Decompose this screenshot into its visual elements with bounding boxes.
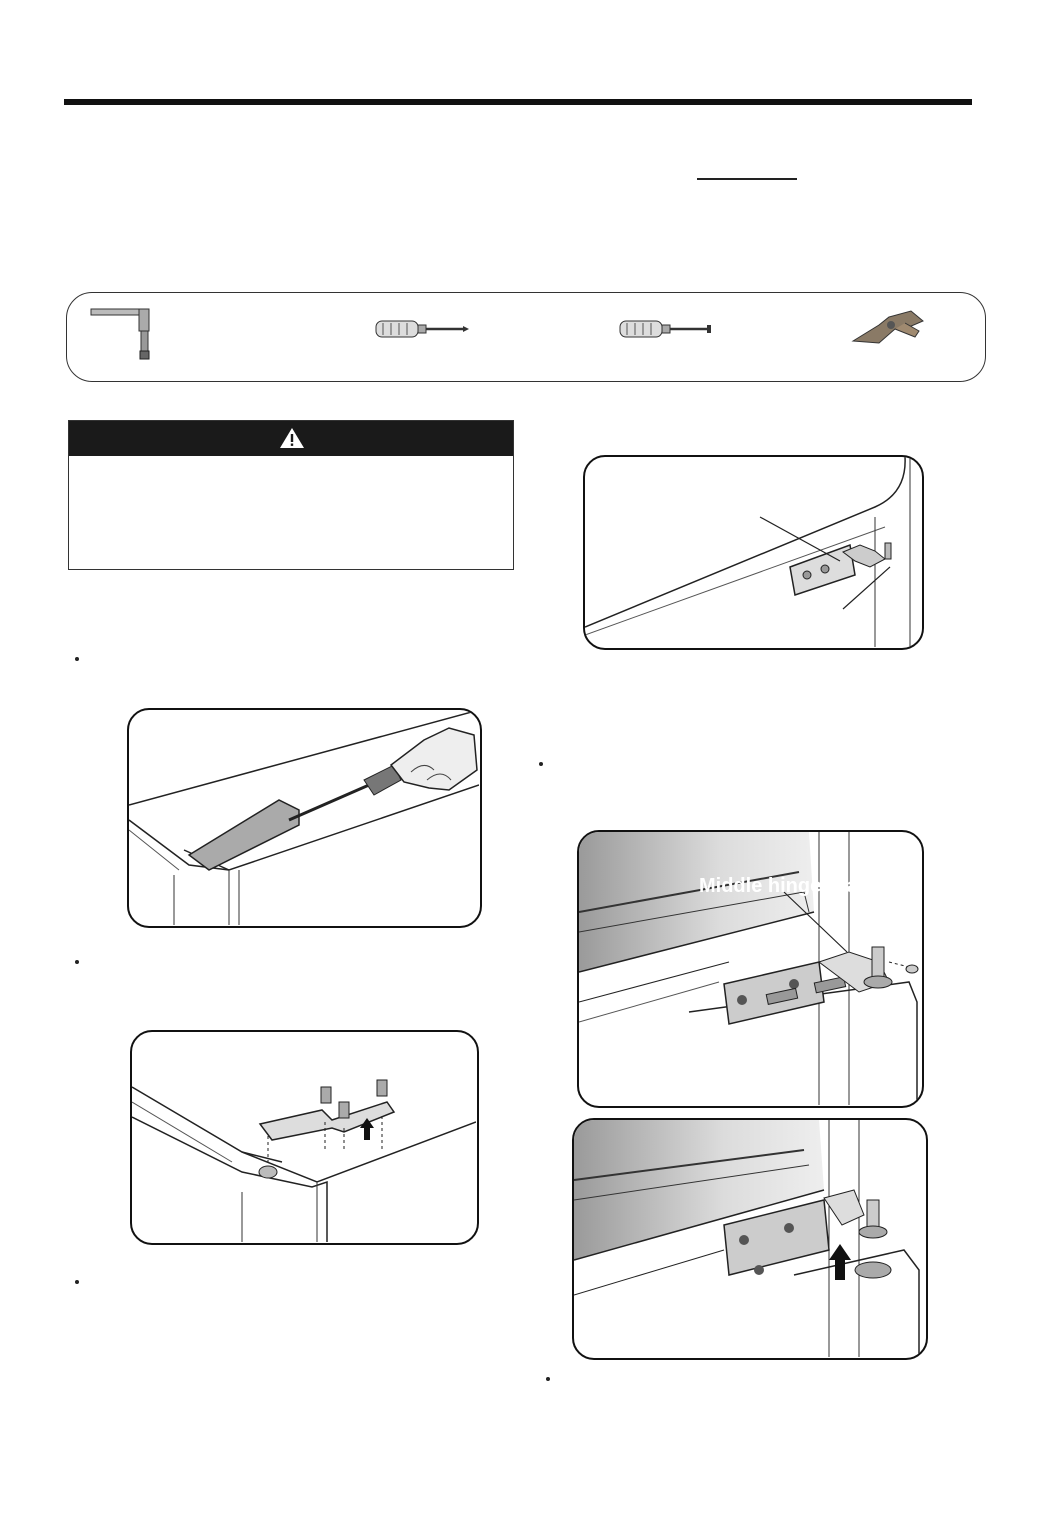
tools-panel xyxy=(66,292,986,382)
warning-box xyxy=(68,420,514,570)
middle-hinge-install-illustration xyxy=(579,832,921,1105)
bullet xyxy=(75,657,79,661)
pliers-icon xyxy=(849,307,927,349)
bullet xyxy=(75,1280,79,1284)
underline-mark xyxy=(697,178,797,180)
top-hinge-figure xyxy=(130,1030,479,1245)
middle-hinge-label: Middle hinge bracket xyxy=(699,875,898,897)
up-arrow-icon xyxy=(829,1244,851,1280)
phillips-screwdriver-icon xyxy=(375,317,470,341)
section-divider xyxy=(64,99,972,105)
top-hinge-bolts-illustration xyxy=(132,1032,476,1242)
flat-screwdriver-icon xyxy=(619,317,714,341)
bullet xyxy=(546,1377,550,1381)
hinge-callout-figure xyxy=(583,455,924,650)
screwdriver-prying-cover-illustration xyxy=(129,710,479,925)
warning-triangle-icon xyxy=(279,427,305,449)
middle-hinge-figure xyxy=(577,830,924,1108)
hinge-callout-illustration xyxy=(585,457,921,647)
middle-hinge-insert-figure xyxy=(572,1118,928,1360)
socket-wrench-icon xyxy=(89,301,159,363)
bullet xyxy=(75,960,79,964)
hinge-cover-figure xyxy=(127,708,482,928)
bullet xyxy=(539,762,543,766)
middle-hinge-insert-illustration xyxy=(574,1120,925,1357)
warning-header xyxy=(69,421,513,456)
